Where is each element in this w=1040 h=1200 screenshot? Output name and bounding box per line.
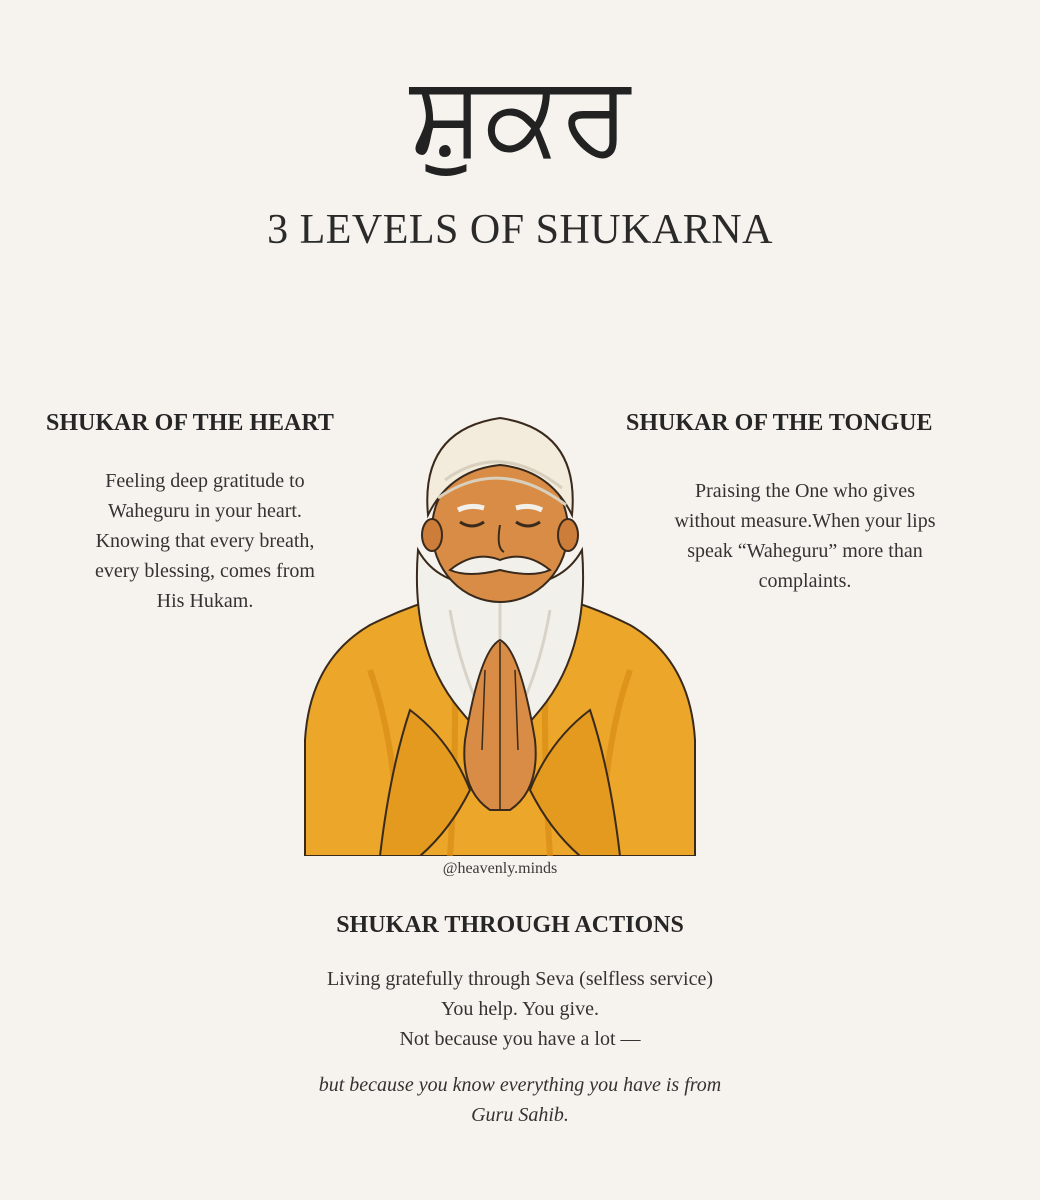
praying-sikh-elder-illustration xyxy=(300,410,700,856)
heart-line: Knowing that every breath, xyxy=(95,530,315,552)
heart-line: every blessing, comes from xyxy=(95,560,315,582)
quote-line: but because you know everything you have is from xyxy=(318,1074,722,1096)
heart-line: His Hukam. xyxy=(156,590,254,612)
watermark-handle: @heavenly.minds xyxy=(442,860,558,877)
tongue-section-title: SHUKAR OF THE TONGUE xyxy=(626,410,933,436)
tongue-line: without measure.When your lips xyxy=(674,510,936,532)
heart-section-title: SHUKAR OF THE HEART xyxy=(46,410,334,436)
actions-line: Not because you have a lot — xyxy=(399,1028,641,1050)
heart-line: Waheguru in your heart. xyxy=(108,500,302,522)
heart-line: Feeling deep gratitude to xyxy=(105,470,305,492)
tongue-line: complaints. xyxy=(758,570,852,592)
actions-section-body xyxy=(0,964,1040,1054)
tongue-line: Praising the One who gives xyxy=(695,480,915,502)
actions-line: You help. You give. xyxy=(440,998,599,1020)
tongue-line: speak “Waheguru” more than xyxy=(687,540,923,562)
actions-line: Living gratefully through Seva (selfless service) xyxy=(327,968,713,990)
actions-section-title: SHUKAR THROUGH ACTIONS xyxy=(336,912,684,938)
page-title: 3 LEVELS OF SHUKARNA xyxy=(267,207,773,253)
quote-line: Guru Sahib. xyxy=(471,1104,569,1126)
actions-quote xyxy=(0,1070,1040,1130)
gurmukhi-title: ਸ਼ੁਕਰ xyxy=(409,50,631,180)
